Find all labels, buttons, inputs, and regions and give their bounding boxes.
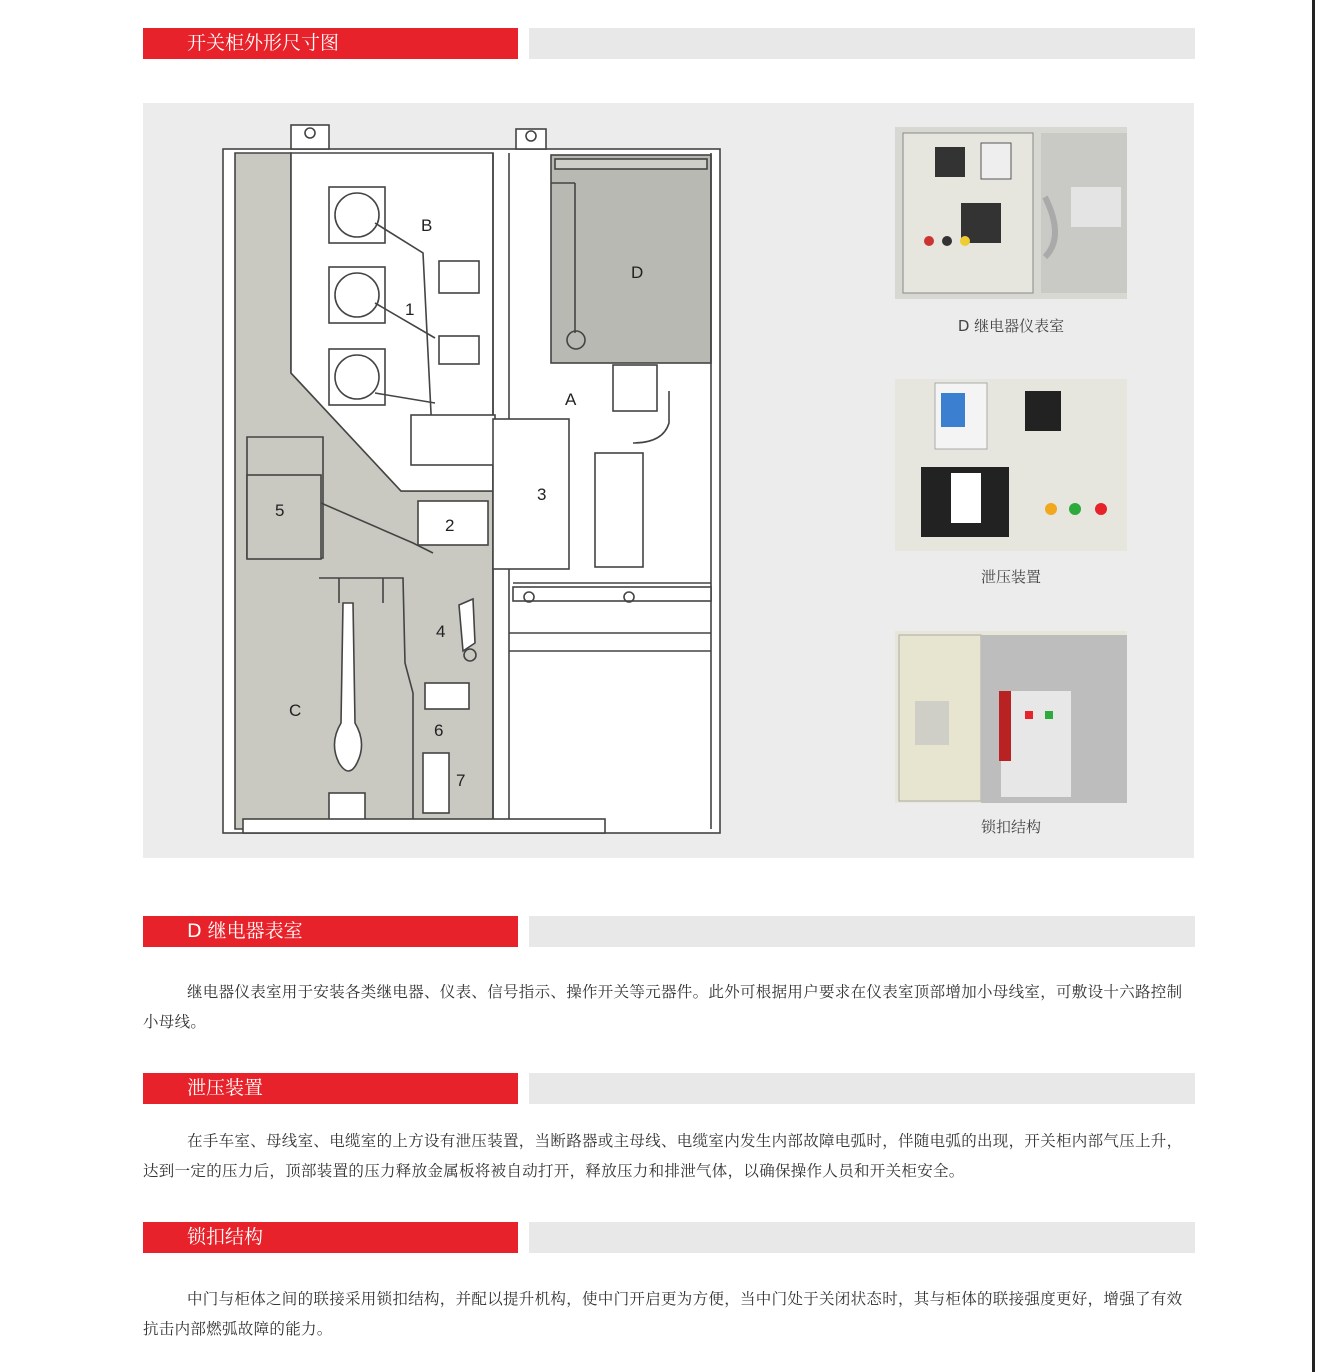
relay-paragraph: 继电器仪表室用于安装各类继电器、仪表、信号指示、操作开关等元器件。此外可根据用户要求在仪表室顶部增加小母线室，可敷设十六路控制小母线。 bbox=[143, 983, 1183, 1031]
section-header-pressure bbox=[143, 1073, 1195, 1104]
switchgear-diagram bbox=[143, 103, 743, 843]
section-title: D 继电器表室 bbox=[143, 916, 518, 947]
pressure-paragraph: 在手车室、母线室、电缆室的上方设有泄压装置，当断路器或主母线、电缆室内发生内部故障电弧时，伴随电弧的出现，开关柜内部气压上升，达到一定的压力后，顶部装置的压力释放金属板将被自动打开，释放压力和排泄气体，以确保操作人员和开关柜安全。 bbox=[143, 1132, 1183, 1180]
relay-chamber-photo bbox=[895, 127, 1127, 299]
label-C: C bbox=[289, 701, 302, 720]
section-title: 泄压装置 bbox=[143, 1073, 518, 1104]
lock-photo-caption: 锁扣结构 bbox=[980, 818, 1041, 836]
label-3: 3 bbox=[537, 485, 547, 504]
section-header-relay bbox=[143, 916, 1195, 947]
label-1: 1 bbox=[405, 300, 415, 319]
lock-paragraph: 中门与柜体之间的联接采用锁扣结构，并配以提升机构，使中门开启更为方便，当中门处于关闭状态时，其与柜体的联接强度更好，增强了有效抗击内部燃弧故障的能力。 bbox=[143, 1290, 1183, 1338]
label-4: 4 bbox=[436, 622, 446, 641]
section-bar bbox=[529, 28, 1195, 59]
label-A: A bbox=[565, 390, 577, 409]
section-title: 锁扣结构 bbox=[143, 1222, 518, 1253]
label-D: D bbox=[631, 263, 644, 282]
section-title: 开关柜外形尺寸图 bbox=[143, 28, 518, 59]
section-bar bbox=[529, 1222, 1195, 1253]
section-header-lock bbox=[143, 1222, 1195, 1253]
lock-structure-photo bbox=[895, 631, 1127, 803]
label-2: 2 bbox=[445, 516, 455, 535]
label-6: 6 bbox=[434, 721, 444, 740]
section-header-dimension bbox=[143, 28, 1195, 59]
section-bar bbox=[529, 916, 1195, 947]
pressure-relief-photo bbox=[895, 379, 1127, 551]
pressure-photo-caption: 泄压装置 bbox=[980, 568, 1041, 586]
dimension-panel bbox=[143, 103, 1194, 858]
label-7: 7 bbox=[456, 771, 466, 790]
label-B: B bbox=[421, 216, 433, 235]
page-edge-rule bbox=[1312, 0, 1315, 1372]
section-bar bbox=[529, 1073, 1195, 1104]
relay-photo-caption: D 继电器仪表室 bbox=[957, 317, 1065, 335]
label-5: 5 bbox=[275, 501, 285, 520]
